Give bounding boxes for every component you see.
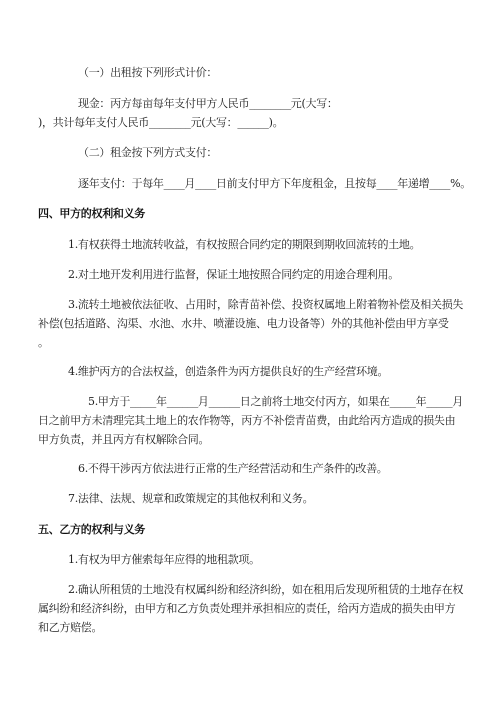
text-line: 属纠纷和经济纠纷，由甲方和乙方负责处理并承担相应的责任，给丙方造成的损失由甲方 xyxy=(38,602,456,615)
list-item: 4.维护丙方的合法权益，创造条件为丙方提供良好的生产经营环境。 xyxy=(68,365,389,378)
text-line: 现金：丙方每亩每年支付甲方人民币________元(大写： xyxy=(78,97,338,110)
text-line: 和乙方赔偿。 xyxy=(38,621,103,634)
list-item: 6.不得干涉丙方依法进行正常的生产经营活动和生产条件的改善。 xyxy=(78,462,388,475)
section-heading-party-a: 四、甲方的权利和义务 xyxy=(38,207,145,220)
text-line: 。 xyxy=(38,336,49,349)
list-item: 5.甲方于_____年______月______日之前将土地交付丙方，如果在_____年_____月 xyxy=(88,395,463,408)
text-line: 逐年支付：于每年____月____日前支付甲方下年度租金，且按每____年递增____%。 xyxy=(78,177,471,190)
section-heading-party-b: 五、乙方的权利与义务 xyxy=(38,523,145,536)
text-line: 甲方负责，并且丙方有权解除合同。 xyxy=(38,433,210,446)
list-item: 1.有权获得土地流转收益，有权按照合同约定的期限到期收回流转的土地。 xyxy=(68,238,421,251)
text-line: 日之前甲方未清理完其土地上的农作物等，丙方不补偿青苗费，由此给丙方造成的损失由 xyxy=(38,414,456,427)
text-line: )，共计每年支付人民币________元(大写：______)。 xyxy=(38,116,284,129)
list-item: 7.法律、法规、规章和政策规定的其他权利和义务。 xyxy=(68,492,314,505)
section-clause-2: （二）租金按下列方式支付： xyxy=(78,146,218,159)
list-item: 1.有权为甲方催索每年应得的地租款项。 xyxy=(68,553,260,566)
list-item: 2.确认所租赁的土地没有权属纠纷和经济纠纷，如在租用后发现所租赁的土地存在权 xyxy=(68,583,464,596)
list-item: 2.对土地开发利用进行监督，保证土地按照合同约定的用途合理利用。 xyxy=(68,268,399,281)
section-clause-1: （一）出租按下列形式计价： xyxy=(78,66,218,79)
list-item: 3.流转土地被依法征收、占用时，除青苗补偿、投资权属地上附着物补偿及相关损失 xyxy=(68,298,464,311)
text-line: 补偿(包括道路、沟渠、水池、水井、喷灌设施、电力设备等）外的其他补偿由甲方享受 xyxy=(38,317,449,330)
